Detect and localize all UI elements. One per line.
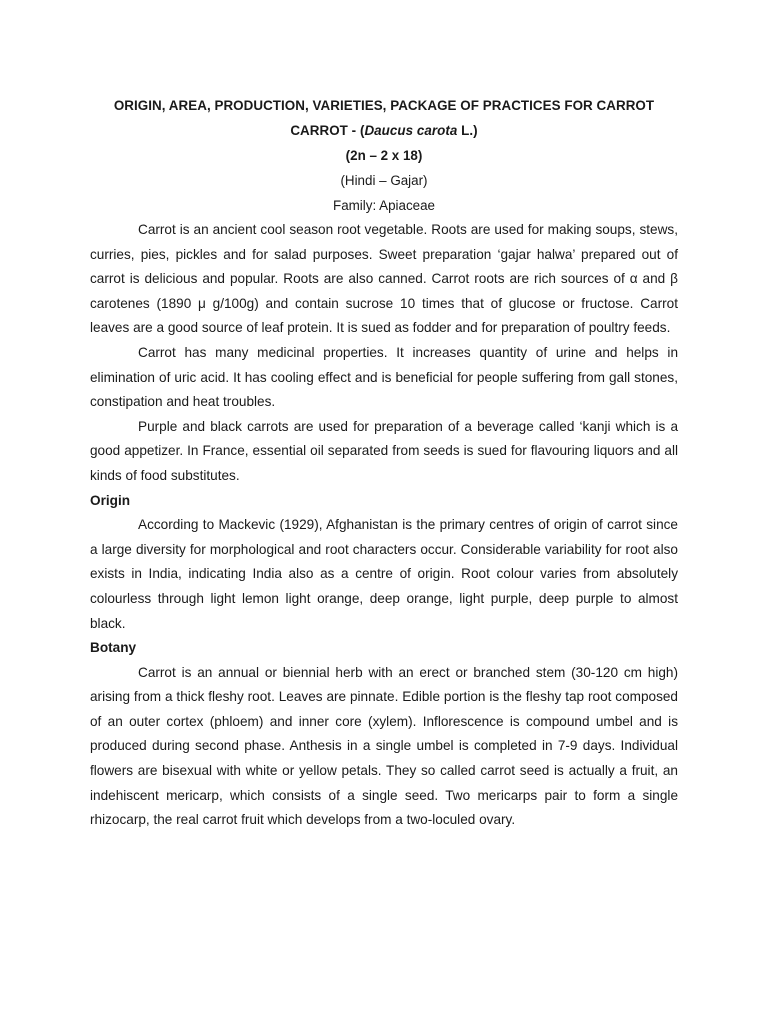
- intro-paragraph: Carrot has many medicinal properties. It increases quantity of urine and helps in elimination of uric acid. It has cooling effect and is beneficial for people suffering from gall stones, constipation and heat troubles.: [90, 344, 678, 410]
- document-subtitle: [90, 118, 678, 143]
- chromosome-number: (2n – 2 x 18): [345, 148, 423, 163]
- subtitle-prefix: CARROT - (: [290, 123, 365, 138]
- subtitle-suffix: L.): [457, 123, 478, 138]
- botany-heading: Botany: [90, 640, 137, 656]
- family-name: Family: Apiaceae: [333, 198, 435, 213]
- origin-paragraph: According to Mackevic (1929), Afghanistan is the primary centres of origin of carrot since a large diversity for morphological and root characters occur. Considerable variability for root also exists in India, indicating India also as a centre of origin. Root colour varies from absolutely colourless through light lemon light orange, deep orange, light purple, deep purple to almost black.: [90, 517, 678, 631]
- hindi-name: (Hindi – Gajar): [340, 173, 428, 188]
- botany-paragraph: Carrot is an annual or biennial herb with an erect or branched stem (30-120 cm high) arising from a thick fleshy root. Leaves are pinnate. Edible portion is the fleshy tap root composed of an outer cortex (phloem) and inner core (xylem). Inflorescence is compound umbel and is produced during second phase. Anthesis in a single umbel is completed in 7-9 days. Individual flowers are bisexual with white or yellow petals. They so called carrot seed is actually a fruit, an indehiscent mericarp, which consists of a single seed. Two mericarps pair to form a single rhizocarp, the real carrot fruit which develops from a two-loculed ovary.: [90, 664, 678, 828]
- scientific-name: Daucus carota: [364, 123, 458, 138]
- document-title: ORIGIN, AREA, PRODUCTION, VARIETIES, PACKAGE OF PRACTICES FOR CARROT: [113, 98, 655, 113]
- intro-paragraph: Purple and black carrots are used for preparation of a beverage called ‘kanji which is a good appetizer. In France, essential oil separated from seeds is sued for flavouring liquors and all kinds of food substitutes.: [90, 418, 678, 483]
- origin-heading: Origin: [90, 492, 131, 508]
- intro-paragraph: Carrot is an ancient cool season root vegetable. Roots are used for making soups, stews, curries, pies, pickles and for salad purposes. Sweet preparation ‘gajar halwa’ prepared out of carrot is delicious and popular. Roots are also canned. Carrot roots are rich sources of α and β carotenes (1890 μ g/100g) and contain sucrose 10 times that of glucose or fructose. Carrot leaves are a good source of leaf protein. It is sued as fodder and for preparation of poultry feeds.: [90, 222, 678, 336]
